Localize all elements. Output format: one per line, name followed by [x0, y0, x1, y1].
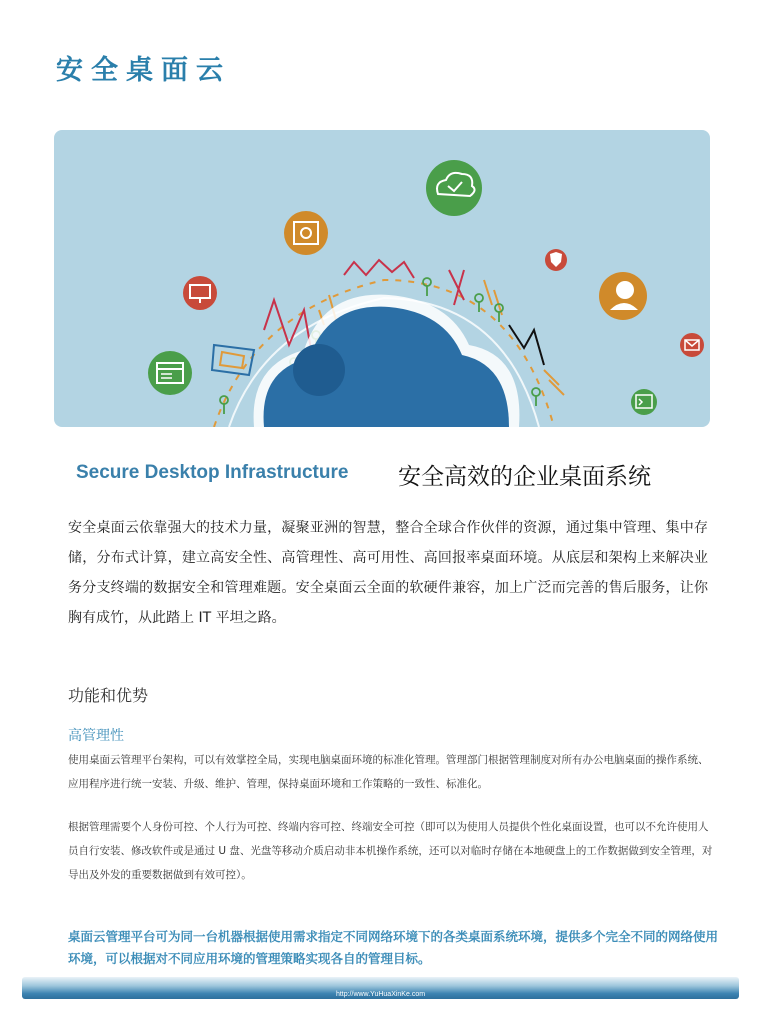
- body-paragraph: 使用桌面云管理平台架构，可以有效掌控全局，实现电脑桌面环境的标准化管理。管理部门根据管理制度对所有办公电脑桌面的操作系统、应用程序进行统一安装、升级、维护、管理，保持桌面环境和工作策略的一致性、标准化。: [68, 754, 709, 790]
- subtitle-chinese: 安全高效的企业桌面系统: [398, 464, 651, 490]
- terminal-icon: [631, 389, 657, 415]
- shield-icon: [545, 249, 567, 271]
- highlight-paragraph: 桌面云管理平台可为同一台机器根据使用需求指定不同网络环境下的各类桌面系统环境，提供多个完全不同的网络使用环境，可以根据对不同应用环境的管理策略实现各自的管理目标。: [68, 929, 719, 966]
- user-icon: [599, 272, 647, 320]
- section-heading: 功能和优势: [68, 686, 149, 705]
- intro-paragraph: 安全桌面云依靠强大的技术力量，凝聚亚洲的智慧，整合全球合作伙伴的资源，通过集中管理、集中存储，分布式计算，建立高安全性、高管理性、高可用性、高回报率桌面环境。从底层和架构上来解决业务分支终端的数据安全和管理难题。安全桌面云全面的软硬件兼容，加上广泛而完善的售后服务，让你胸有成竹，从此踏上 IT 平坦之路。: [68, 520, 708, 626]
- page-title: 安全桌面云: [56, 55, 231, 86]
- hero-banner: [54, 130, 710, 427]
- body-paragraph: 根据管理需要个人身份可控、个人行为可控、终端内容可控、终端安全可控（即可以为使用人员提供个性化桌面设置，也可以不允许使用人员自行安装、修改软件或是通过 U 盘、光盘等移动介质启动非本机操作系统，还可以对临时存储在本地硬盘上的工作数据做到安全管理，对导出及外发的重要数据做到有效可控）。: [68, 821, 713, 881]
- footer-url: http://www.YuHuaXinKe.com: [335, 991, 426, 998]
- subtitle-english: Secure Desktop Infrastructure: [76, 462, 349, 483]
- footer-bar: [22, 977, 739, 999]
- safe-icon: [284, 211, 328, 255]
- subsection-heading: 高管理性: [68, 728, 124, 744]
- cloud-check-icon: [426, 160, 482, 216]
- browser-icon: [148, 351, 192, 395]
- mail-icon: [680, 333, 704, 357]
- cloud-illustration: [254, 295, 520, 427]
- monitor-icon: [183, 276, 217, 310]
